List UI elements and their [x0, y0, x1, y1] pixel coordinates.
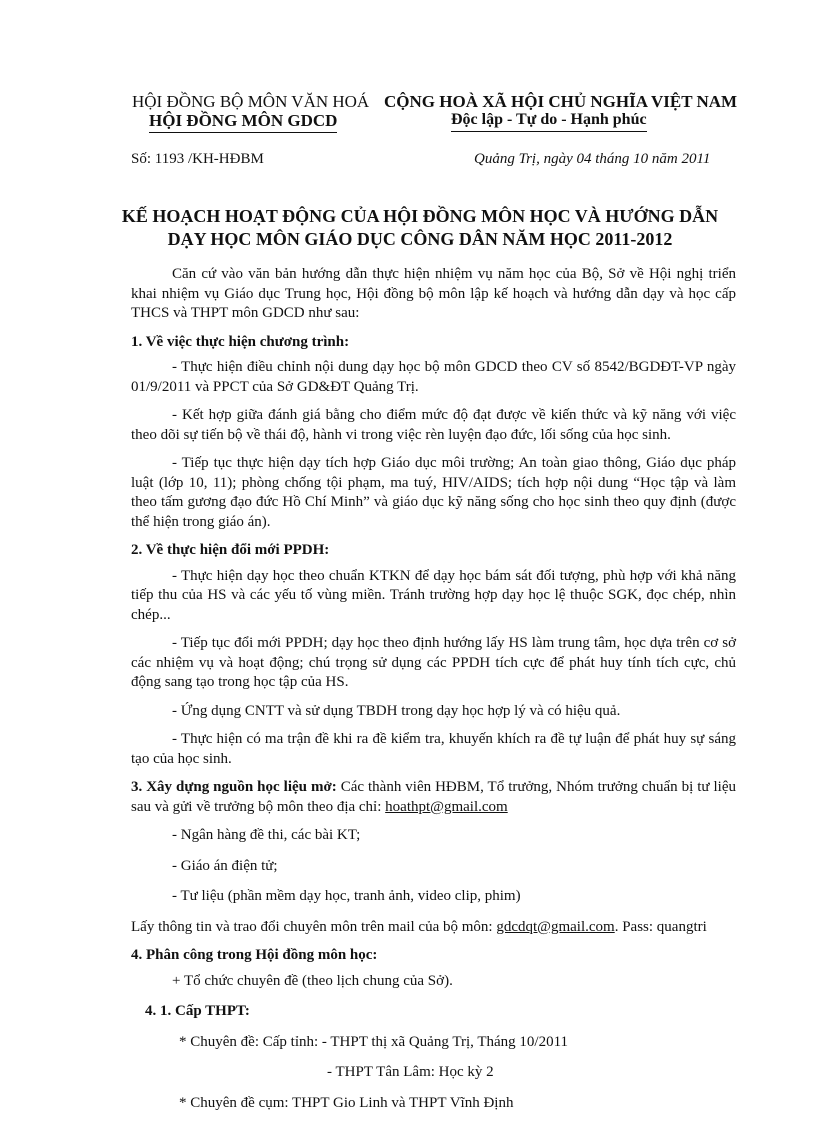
section-1-paragraph-2: - Kết hợp giữa đánh giá bằng cho điểm mức độ đạt được về kiến thức và kỹ năng với việc theo dõi sự tiến bộ về thái độ, hành vi trong việc rèn luyện đạo đức, lối sống của học sinh.: [131, 407, 736, 443]
resource-item-1: - Ngân hàng đề thi, các bài KT;: [172, 827, 361, 843]
place-date: Quảng Trị, ngày 04 tháng 10 năm 2011: [474, 151, 711, 167]
section-3-heading: 3. Xây dựng nguồn học liệu mở:: [131, 779, 337, 795]
mail-info-text: Lấy thông tin và trao đổi chuyên môn trên mail của bộ môn:: [131, 918, 497, 935]
section-2-heading: 2. Về thực hiện đổi mới PPDH:: [131, 542, 330, 558]
document-title-line2: DẠY HỌC MÔN GIÁO DỤC CÔNG DÂN NĂM HỌC 2011-2012: [167, 229, 673, 249]
mail-info-paragraph: [131, 918, 736, 938]
section-2-paragraph-2: - Tiếp tục đổi mới PPDH; dạy học theo định hướng lấy HS làm trung tâm, học dựa trên cơ sở các nhiệm vụ và hoạt động; chú trọng sử dụng các PPDH tích cực để phát huy tính tích cực, chủ động sang tạo trong học tập của HS.: [131, 635, 736, 690]
section-1-paragraph-1: - Thực hiện điều chỉnh nội dung dạy học bộ môn GDCD theo CV số 8542/BGDĐT-VP ngày 01/9/2011 và PPCT của Sở GD&ĐT Quảng Trị.: [131, 359, 736, 395]
section-1-paragraph-3: - Tiếp tục thực hiện dạy tích hợp Giáo dục môi trường; An toàn giao thông, Giáo dục pháp luật (lớp 10, 11); phòng chống tội phạm, ma tuý, HIV/AIDS; tích hợp nội dung “Học tập và làm theo tấm gương đạo đức Hồ Chí Minh” và giáo dục kỹ năng sống cho học sinh theo quy định (được thể hiện trong giáo án).: [131, 455, 736, 530]
resource-item-3: - Tư liệu (phần mềm dạy học, tranh ảnh, video clip, phim): [172, 888, 521, 904]
section-2-paragraph-1: - Thực hiện dạy học theo chuẩn KTKN để dạy học bám sát đối tượng, phù hợp với khả năng tiếp thu của HS và các yếu tố vùng miền. Tránh trường hợp dạy học lệ thuộc SGK, đọc chép, nhìn chép...: [131, 567, 736, 623]
section-4-item-1: + Tổ chức chuyên đề (theo lịch chung của Sở).: [172, 972, 453, 989]
resource-item-2: - Giáo án điện tử;: [172, 857, 278, 874]
group-email-link[interactable]: gdcdqt@gmail.com: [496, 918, 615, 935]
issuer-subname: HỘI ĐỒNG MÔN GDCD: [149, 111, 337, 133]
section-2-paragraph-3: - Ứng dụng CNTT và sử dụng TBDH trong dạy học hợp lý và có hiệu quả.: [172, 702, 621, 719]
topic-cluster: * Chuyên đề cụm: THPT Gio Linh và THPT Vĩnh Định: [179, 1094, 514, 1111]
section-2-paragraph-4: - Thực hiện có ma trận đề khi ra đề kiểm tra, khuyến khích ra đề tự luận để phát huy sự sáng tạo của học sinh.: [131, 731, 736, 767]
contact-email-link[interactable]: hoathpt@gmail.com: [385, 798, 508, 815]
mail-password: . Pass: quangtri: [614, 918, 707, 935]
national-title: CỘNG HOÀ XÃ HỘI CHỦ NGHĨA VIỆT NAM: [384, 92, 738, 111]
section-1-heading: 1. Về việc thực hiện chương trình:: [131, 333, 350, 350]
section-4-heading: 4. Phân công trong Hội đồng môn học:: [131, 947, 378, 963]
issuer-name: HỘI ĐỒNG BỘ MÔN VĂN HOÁ: [132, 92, 370, 111]
section-3-paragraph: [131, 778, 736, 817]
section-3-text: Các thành viên HĐBM, Tổ trưởng, Nhóm trưởng chuẩn bị tư liệu sau và gửi về trưởng bộ môn theo địa chỉ:: [131, 779, 736, 815]
document-body: [131, 265, 736, 1122]
document-title-line1: KẾ HOẠCH HOẠT ĐỘNG CỦA HỘI ĐỒNG MÔN HỌC VÀ HƯỚNG DẪN: [121, 206, 719, 226]
document-number: Số: 1193 /KH-HĐBM: [131, 151, 264, 167]
intro-paragraph: Căn cứ vào văn bản hướng dẫn thực hiện nhiệm vụ năm học của Bộ, Sở về Hội nghị triển khai nhiệm vụ Giáo dục Trung học, Hội đồng bộ môn lập kế hoạch và hướng dẫn dạy và học cấp THCS và THPT môn GDCD như sau:: [131, 266, 736, 321]
national-motto: Độc lập - Tự do - Hạnh phúc: [451, 111, 647, 132]
section-4-1-heading: 4. 1. Cấp THPT:: [145, 1003, 250, 1019]
topic-tan-lam: - THPT Tân Lâm: Học kỳ 2: [327, 1064, 494, 1080]
topic-provincial: * Chuyên đề: Cấp tỉnh: - THPT thị xã Quảng Trị, Tháng 10/2011: [179, 1033, 569, 1050]
